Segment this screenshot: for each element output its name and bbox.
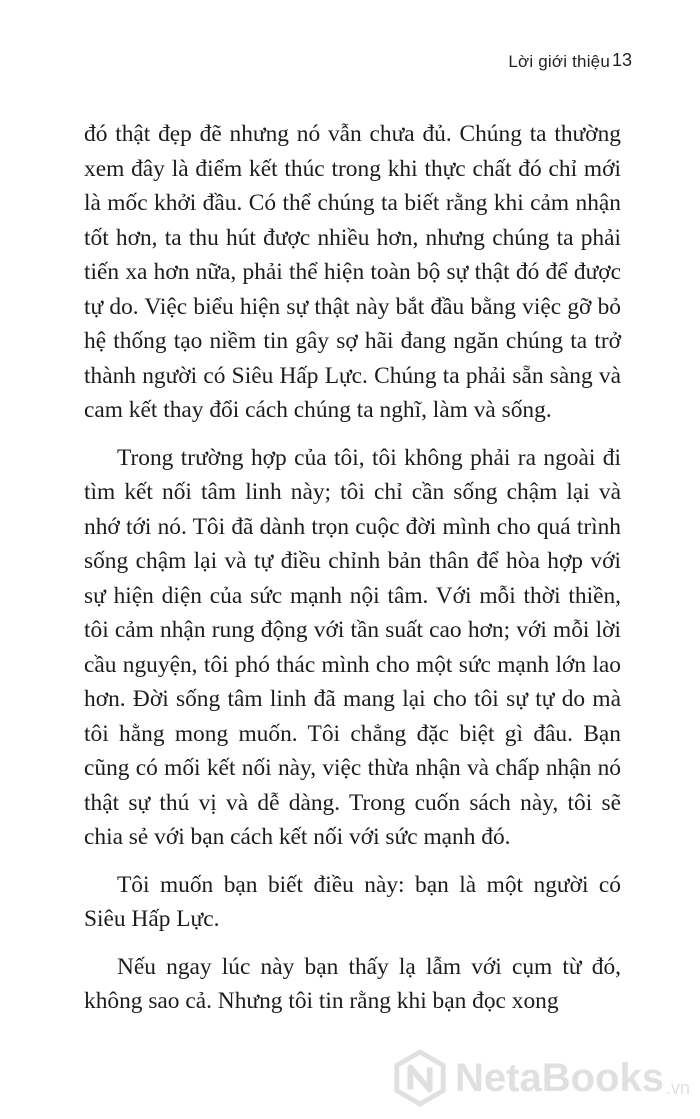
watermark-brand: NetaBooks: [455, 1055, 664, 1100]
watermark-domain: .vn: [665, 1078, 690, 1098]
page-number: 13: [612, 50, 633, 70]
paragraph-3: Tôi muốn bạn biết điều này: bạn là một người có Siêu Hấp Lực.: [84, 871, 621, 932]
paragraph-2: Trong trường hợp của tôi, tôi không phải ra ngoài đi tìm kết nối tâm linh này; tôi chỉ cần sống chậm lại và nhớ tới nó. Tôi đã dành trọn cuộc đời mình cho quá trình sống chậm lại và tự điều chỉnh bản thân để hòa hợp với sự hiện diện của sức mạnh nội tâm. Với mỗi thời thiền, tôi cảm nhận rung động với tần suất cao hơn; với mỗi lời cầu nguyện, tôi phó thác mình cho một sức mạnh lớn lao hơn. Đời sống tâm linh đã mang lại cho tôi sự tự do mà tôi hằng mong muốn. Tôi chẳng đặc biệt gì đâu. Bạn cũng có mối kết nối này, việc thừa nhận và chấp nhận nó thật sự thú vị và dễ dàng. Trong cuốn sách này, tôi sẽ chia sẻ với bạn cách kết nối với sức mạnh đó.: [84, 444, 621, 850]
body-text: [84, 117, 621, 1032]
paragraph-1: đó thật đẹp đẽ nhưng nó vẫn chưa đủ. Chúng ta thường xem đây là điểm kết thúc trong khi thực chất đó chỉ mới là mốc khởi đầu. Có thể chúng ta biết rằng khi cảm nhận tốt hơn, ta thu hút được nhiều hơn, nhưng chúng ta phải tiến xa hơn nữa, phải thể hiện toàn bộ sự thật đó để được tự do. Việc biểu hiện sự thật này bắt đầu bằng việc gỡ bỏ hệ thống tạo niềm tin gây sợ hãi đang ngăn chúng ta trở thành người có Siêu Hấp Lực. Chúng ta phải sẵn sàng và cam kết thay đổi cách chúng ta nghĩ, làm và sống.: [84, 121, 621, 423]
netabooks-logo-icon: [391, 1049, 449, 1107]
watermark: [391, 1049, 690, 1107]
paragraph-4: Nếu ngay lúc này bạn thấy lạ lẫm với cụm từ đó, không sao cả. Nhưng tôi tin rằng khi bạn đọc xong: [84, 953, 621, 1014]
running-head-chapter-title: Lời giới thiệu: [508, 52, 610, 71]
